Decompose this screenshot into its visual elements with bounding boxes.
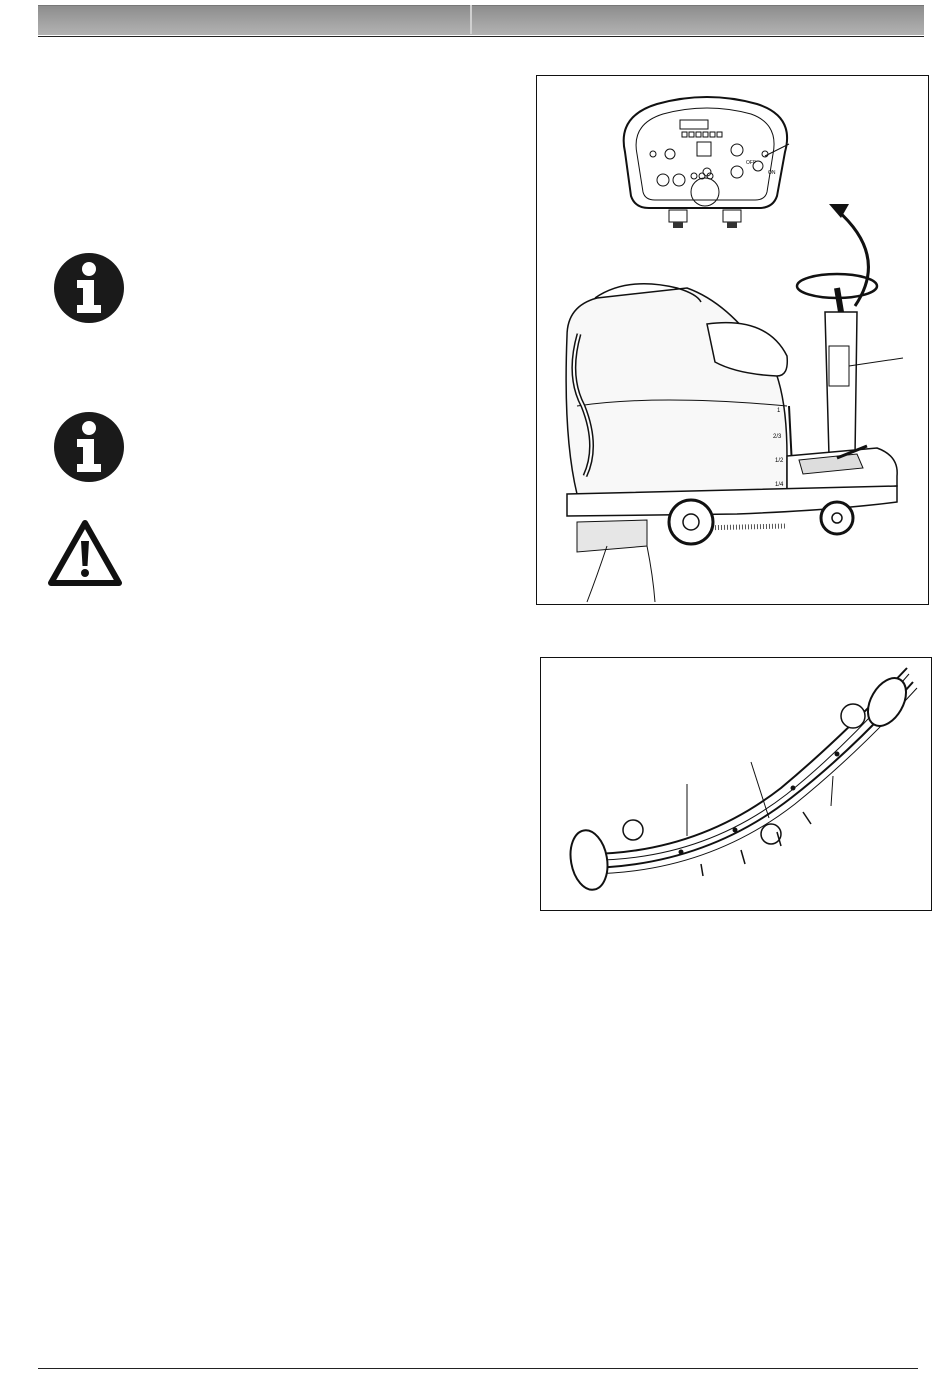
panel-on-label: ON (768, 170, 776, 176)
panel-off-label: OFF (746, 160, 756, 166)
squeegee-illustration (541, 658, 931, 910)
warning-triangle-icon (47, 519, 123, 587)
machine-illustration (537, 76, 928, 604)
level-label-two-thirds: 2/3 (773, 434, 782, 440)
header-rule (38, 36, 924, 37)
info-icon (52, 410, 126, 484)
control-panel-figure (536, 75, 929, 605)
footer-rule (38, 1368, 918, 1369)
page-header-bar (38, 5, 924, 35)
level-label-half: 1/2 (775, 458, 784, 464)
page-header-divider (470, 5, 472, 34)
info-icon (52, 251, 126, 325)
level-label-full: 1 (777, 408, 781, 414)
squeegee-figure (540, 657, 932, 911)
level-label-quarter: 1/4 (775, 482, 784, 488)
